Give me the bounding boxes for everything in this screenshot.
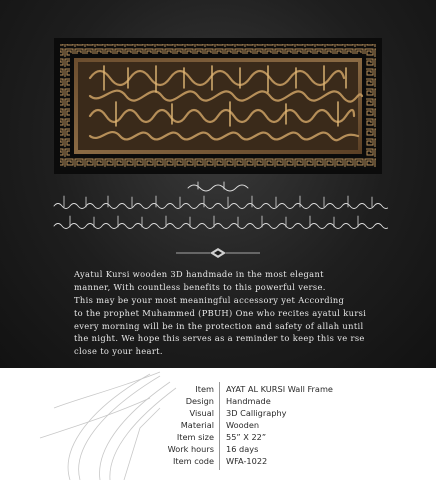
spec-value: 16 days bbox=[226, 444, 259, 454]
verse-calligraphy bbox=[48, 180, 388, 242]
spec-value: Handmade bbox=[226, 396, 271, 406]
description-line: manner, With countless benefits to this powerful verse. bbox=[74, 281, 326, 292]
spec-key: Item bbox=[195, 384, 214, 394]
spec-row bbox=[0, 420, 436, 431]
spec-row bbox=[0, 444, 436, 455]
description-line: the night. We hope this serves as a reminder to keep this ve rse bbox=[74, 333, 365, 344]
spec-row bbox=[0, 432, 436, 443]
spec-value: AYAT AL KURSI Wall Frame bbox=[226, 384, 333, 394]
description-line: every morning will be in the protection and safety of allah until bbox=[74, 320, 364, 331]
spec-value: 55” X 22” bbox=[226, 432, 267, 442]
spec-key: Item code bbox=[173, 456, 214, 466]
spec-row bbox=[0, 408, 436, 419]
spec-row bbox=[0, 456, 436, 467]
spec-value: 3D Calligraphy bbox=[226, 408, 287, 418]
spec-row bbox=[0, 396, 436, 407]
product-description bbox=[74, 268, 366, 358]
description-line: This may be your most meaningful accessory yet According bbox=[74, 294, 345, 305]
spec-key: Design bbox=[185, 396, 214, 406]
description-line: Ayatul Kursi wooden 3D handmade in the most elegant bbox=[74, 269, 324, 279]
description-line: to the prophet Muhammed (PBUH) One who recites ayatul kursi bbox=[74, 307, 367, 318]
spec-key: Item size bbox=[176, 432, 214, 442]
spec-row bbox=[0, 384, 436, 395]
spec-value: WFA-1022 bbox=[226, 456, 268, 466]
ornament-divider-icon bbox=[176, 246, 260, 260]
spec-key: Visual bbox=[189, 408, 214, 418]
calligraphy-frame-image bbox=[54, 38, 382, 174]
spec-key: Work hours bbox=[167, 444, 214, 454]
description-line: close to your heart. bbox=[74, 346, 163, 357]
spec-key: Material bbox=[180, 420, 214, 430]
spec-value: Wooden bbox=[226, 420, 260, 430]
